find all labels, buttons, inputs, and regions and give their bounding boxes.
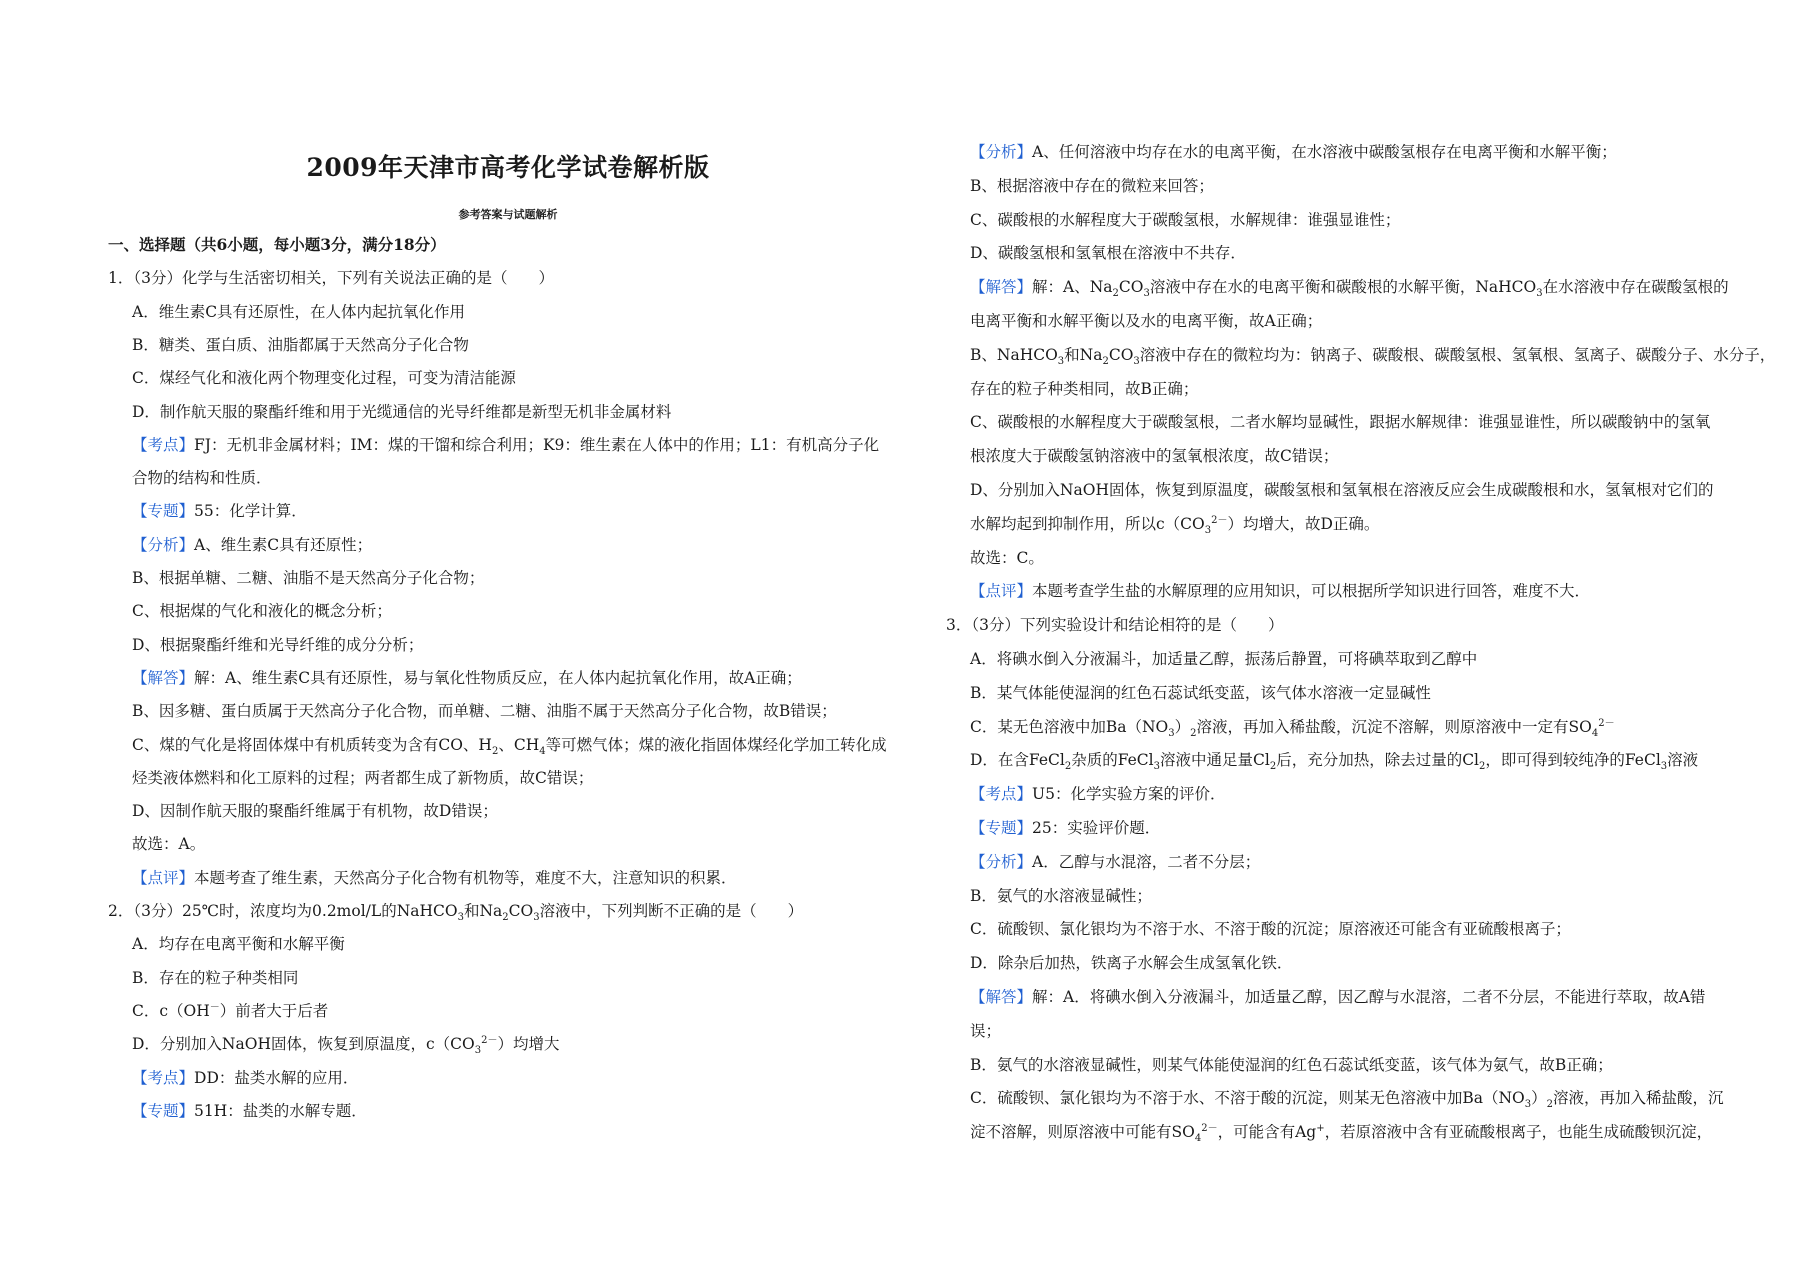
left-text-line: A．均存在电离平衡和水解平衡 — [132, 935, 345, 954]
right-text-line: C、碳酸根的水解程度大于碳酸氢根，水解规律：谁强显谁性； — [970, 210, 1401, 229]
left-text-line: A．维生素C具有还原性，在人体内起抗氧化作用 — [132, 302, 466, 321]
page-subtitle: 参考答案与试题解析 — [458, 208, 558, 221]
right-text-line: 【分析】A、任何溶液中均存在水的电离平衡，在水溶液中碳酸氢根存在电离平衡和水解平衡； — [970, 143, 1617, 161]
right-text-line: 水解均起到抑制作用，所以$c(CO_3^{2-})$均增大，故D正确。 — [970, 514, 1380, 536]
left-text-line: D、根据聚酯纤维和光导纤维的成分分析； — [132, 635, 424, 654]
right-text-line: C、碳酸根的水解程度大于碳酸氢根，二者水解均显碱性，跟据水解规律：谁强显谁性，所以碳酸钠中的氢氧 — [970, 413, 1711, 432]
right-text-line: 【专题】25：实验评价题． — [970, 819, 1161, 837]
left-text-line: D．分别加入NaOH固体，恢复到原温度，$c(CO_3^{2-})$均增大 — [132, 1035, 560, 1057]
left-text-line: 2．（3分）25℃时，浓度均为0.2mol/L的NaHCO$_3$和$Na_2CO_3$溶液中，下列判断不正确的是（ ） — [108, 902, 804, 924]
right-text-line: 电离平衡和水解平衡以及水的电离平衡，故A正确； — [970, 312, 1323, 330]
left-text-line: 【考点】FJ：无机非金属材料；IM：煤的干馏和综合利用；K9：维生素在人体中的作用；L1：有机高分子化 — [132, 435, 880, 454]
right-text-line: D．除杂后加热，铁离子水解会生成氢氧化铁． — [970, 954, 1293, 973]
left-text-line: C、煤的气化是将固体煤中有机质转变为含有CO、$H_2$、$CH_4$等可燃气体；煤的液化指固体煤经化学加工转化成 — [132, 735, 887, 757]
right-text-line: C．硫酸钡、氯化银均为不溶于水、不溶于酸的沉淀；原溶液还可能含有亚硫酸根离子； — [970, 920, 1571, 939]
left-text-line: 合物的结构和性质． — [132, 469, 272, 488]
right-text-line: D．在含FeCl$_2$杂质的FeCl$_3$溶液中通足量$Cl_2$后，充分加热，除去过量的$Cl_2$，即可得到较纯净的FeCl$_3$溶液 — [970, 751, 1699, 773]
left-text-line: 一、选择题（共6小题，每小题3分，满分18分） — [108, 235, 446, 254]
left-text-line: D、因制作航天服的聚酯纤维属于有机物，故D错误； — [132, 802, 498, 821]
right-text-line: B、NaHCO$_3$和$Na_2CO_3$溶液中存在的微粒均为：钠离子、碳酸根、碳酸氢根、氢氧根、氢离子、碳酸分子、水分子， — [970, 345, 1776, 367]
right-text-line: 故选：C。 — [970, 548, 1044, 567]
left-text-line: 【专题】55：化学计算． — [132, 502, 307, 521]
right-text-line: A．将碘水倒入分液漏斗，加适量乙醇，振荡后静置，可将碘萃取到乙醇中 — [970, 650, 1478, 668]
right-text-line: 误； — [970, 1021, 1002, 1040]
left-text-line: 故选：A。 — [132, 835, 206, 854]
right-text-line: C．硫酸钡、氯化银均为不溶于水、不溶于酸的沉淀，则某无色溶液中加$Ba(NO_3)_2$溶液，再加入稀盐酸，沉 — [970, 1089, 1724, 1111]
right-text-line: 【解答】解：A．将碘水倒入分液漏斗，加适量乙醇，因乙醇与水混溶，二者不分层，不能进行萃取，故A错 — [970, 988, 1706, 1006]
left-text-line: C．c（OH－）前者大于后者 — [132, 1001, 329, 1020]
left-text-line: 【分析】A、维生素C具有还原性； — [132, 535, 373, 554]
left-text-line: B．存在的粒子种类相同 — [132, 968, 299, 987]
right-text-line: 根浓度大于碳酸氢钠溶液中的氢氧根浓度，故C错误； — [970, 447, 1339, 466]
right-text-line: 【解答】解：A、$Na_2CO_3$溶液中存在水的电离平衡和碳酸根的水解平衡，NaHCO$_3$在水溶液中存在碳酸氢根的 — [970, 278, 1729, 300]
left-text-line: C．煤经气化和液化两个物理变化过程，可变为清洁能源 — [132, 369, 516, 388]
left-text-line: B．糖类、蛋白质、油脂都属于天然高分子化合物 — [132, 335, 469, 354]
right-text-line: D、分别加入NaOH固体，恢复到原温度，碳酸氢根和氢氧根在溶液反应会生成碳酸根和水，氢氧根对它们的 — [970, 481, 1714, 499]
right-text-line: B．氨气的水溶液显碱性； — [970, 886, 1152, 905]
left-text-line: 【点评】本题考查了维生素，天然高分子化合物有机物等，难度不大，注意知识的积累． — [132, 868, 737, 887]
right-text-line: D、碳酸氢根和氢氧根在溶液中不共存． — [970, 244, 1246, 263]
left-text-line: 1．（3分）化学与生活密切相关，下列有关说法正确的是（ ） — [108, 269, 554, 288]
right-text-line: 淀不溶解，则原溶液中可能有$SO_4^{2-}$，可能含有Ag+，若原溶液中含有亚硫酸根离子，也能生成硫酸钡沉淀， — [970, 1123, 1713, 1145]
right-text-line: 【分析】A．乙醇与水混溶，二者不分层； — [970, 852, 1261, 871]
left-text-line: B、因多糖、蛋白质属于天然高分子化合物，而单糖、二糖、油脂不属于天然高分子化合物，故B错误； — [132, 702, 837, 721]
left-text-line: 【解答】解：A、维生素C具有还原性，易与氧化性物质反应，在人体内起抗氧化作用，故A正确； — [132, 668, 802, 687]
right-text-line: B．某气体能使湿润的红色石蕊试纸变蓝，该气体水溶液一定显碱性 — [970, 683, 1431, 702]
left-text-line: 烃类液体燃料和化工原料的过程；两者都生成了新物质，故C错误； — [132, 768, 594, 787]
right-text-line: B．氨气的水溶液显碱性，则某气体能使湿润的红色石蕊试纸变蓝，该气体为氨气，故B正确； — [970, 1055, 1613, 1074]
right-text-line: B、根据溶液中存在的微粒来回答； — [970, 176, 1214, 195]
right-text-line: 存在的粒子种类相同，故B正确； — [970, 379, 1199, 398]
right-text-line: 【点评】本题考查学生盐的水解原理的应用知识，可以根据所学知识进行回答，难度不大． — [970, 582, 1591, 601]
left-text-line: B、根据单糖、二糖、油脂不是天然高分子化合物； — [132, 569, 485, 587]
left-text-line: 【考点】DD：盐类水解的应用． — [132, 1068, 359, 1087]
page-title: 2009年天津市高考化学试卷解析版 — [306, 153, 710, 182]
right-text-line: 3．（3分）下列实验设计和结论相符的是（ ） — [946, 616, 1284, 635]
right-text-line: 【考点】U5：化学实验方案的评价． — [970, 785, 1226, 804]
left-text-line: 【专题】51H：盐类的水解专题． — [132, 1101, 367, 1120]
left-text-line: D．制作航天服的聚酯纤维和用于光缆通信的光导纤维都是新型无机非金属材料 — [132, 402, 672, 421]
right-text-line: C．某无色溶液中加$Ba(NO_3)_2$溶液，再加入稀盐酸，沉淀不溶解，则原溶液中一定有$SO_4^{2-}$ — [970, 717, 1615, 739]
left-text-line: C、根据煤的气化和液化的概念分析； — [132, 602, 392, 621]
